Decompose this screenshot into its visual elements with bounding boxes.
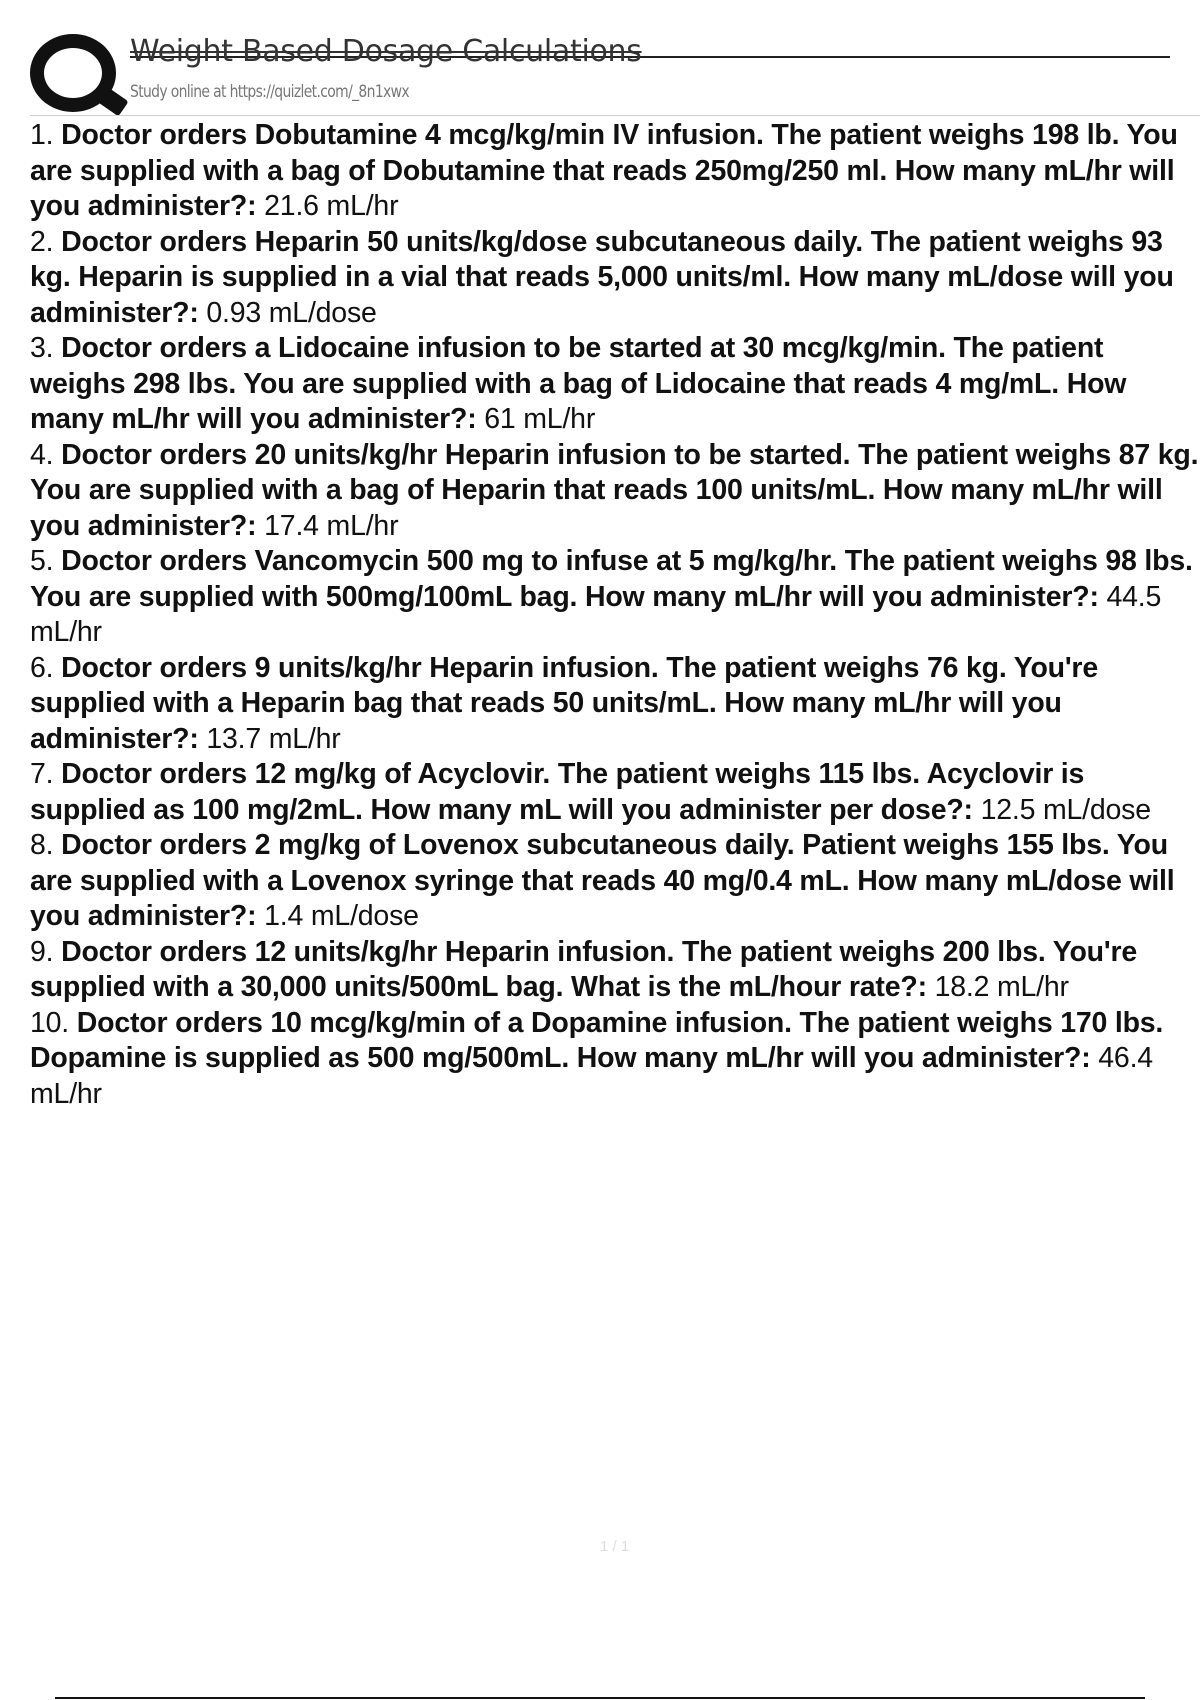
- question-number: 1.: [30, 119, 54, 151]
- footer-rule: [55, 1697, 1145, 1699]
- question-text: Doctor orders 20 units/kg/hr Heparin infusion to be started. The patient weighs 87 kg. You are supplied with a bag of Heparin that reads 100 units/mL. How many mL/hr will you administer?:: [30, 438, 1199, 542]
- question-item: [30, 651, 1200, 758]
- page-number: 1 / 1: [600, 1538, 630, 1555]
- question-item: [30, 118, 1200, 225]
- answer-text: 44.5 mL/hr: [30, 580, 1162, 648]
- question-item: [30, 757, 1200, 828]
- study-online-link[interactable]: Study online at https://quizlet.com/_8n1xwx: [130, 82, 409, 102]
- answer-text: 61 mL/hr: [484, 403, 596, 435]
- question-number: 2.: [30, 225, 54, 258]
- question-number: 7.: [30, 758, 54, 790]
- question-item: [30, 544, 1200, 651]
- question-item: [30, 1006, 1200, 1113]
- question-text: Doctor orders 12 units/kg/hr Heparin infusion. The patient weighs 200 lbs. You're supplied with a 30,000 units/500mL bag. What is the mL/hour rate?:: [30, 935, 1137, 1003]
- answer-text: 13.7 mL/hr: [206, 722, 341, 755]
- question-number: 10.: [30, 1006, 70, 1039]
- question-list: [30, 118, 1200, 1112]
- question-number: 3.: [30, 332, 54, 364]
- question-text: Doctor orders a Lidocaine infusion to be started at 30 mcg/kg/min. The patient weighs 298 lbs. You are supplied with a bag of Lidocaine that reads 4 mg/mL. How many mL/hr will you administer?:: [30, 332, 1127, 435]
- question-text: Doctor orders 9 units/kg/hr Heparin infusion. The patient weighs 76 kg. You're supplied with a Heparin bag that reads 50 units/mL. How many mL/hr will you administer?:: [30, 651, 1098, 755]
- answer-text: 0.93 mL/dose: [206, 296, 377, 329]
- answer-text: 18.2 mL/hr: [934, 971, 1069, 1003]
- question-number: 9.: [30, 935, 54, 968]
- answer-text: 12.5 mL/dose: [980, 793, 1151, 826]
- question-item: [30, 935, 1200, 1006]
- question-text: Doctor orders 2 mg/kg of Lovenox subcutaneous daily. Patient weighs 155 lbs. You are supplied with a Lovenox syringe that reads 40 mg/0.4 mL. How many mL/dose will you administer?:: [30, 829, 1175, 932]
- answer-text: 21.6 mL/hr: [264, 190, 399, 222]
- answer-text: 46.4 mL/hr: [30, 1042, 1153, 1110]
- question-text: Doctor orders Vancomycin 500 mg to infuse at 5 mg/kg/hr. The patient weighs 98 lbs. You are supplied with 500mg/100mL bag. How many mL/hr will you administer?:: [30, 545, 1193, 613]
- question-item: [30, 331, 1200, 438]
- header-divider: [30, 115, 1200, 116]
- question-item: [30, 828, 1200, 935]
- question-number: 6.: [30, 651, 54, 684]
- question-text: Doctor orders Heparin 50 units/kg/dose subcutaneous daily. The patient weighs 93 kg. Heparin is supplied in a vial that reads 5,000 units/ml. How many mL/dose will you administer?:: [30, 225, 1174, 329]
- question-item: [30, 438, 1200, 545]
- question-text: Doctor orders 10 mcg/kg/min of a Dopamine infusion. The patient weighs 170 lbs. Dopamine is supplied as 500 mg/500mL. How many mL/hr will you administer?:: [30, 1006, 1164, 1074]
- question-number: 5.: [30, 545, 54, 577]
- question-number: 8.: [30, 829, 54, 861]
- document-title: Weight Based Dosage Calculations: [130, 34, 642, 69]
- question-text: Doctor orders 12 mg/kg of Acyclovir. The patient weighs 115 lbs. Acyclovir is supplied as 100 mg/2mL. How many mL will you administer per dose?:: [30, 758, 1085, 826]
- answer-text: 1.4 mL/dose: [264, 900, 419, 932]
- question-number: 4.: [30, 438, 54, 471]
- answer-text: 17.4 mL/hr: [264, 509, 399, 542]
- question-item: [30, 225, 1200, 332]
- page-header: [30, 30, 1155, 110]
- question-text: Doctor orders Dobutamine 4 mcg/kg/min IV infusion. The patient weighs 198 lb. You are supplied with a bag of Dobutamine that reads 250mg/250 ml. How many mL/hr will you administer?:: [30, 119, 1178, 222]
